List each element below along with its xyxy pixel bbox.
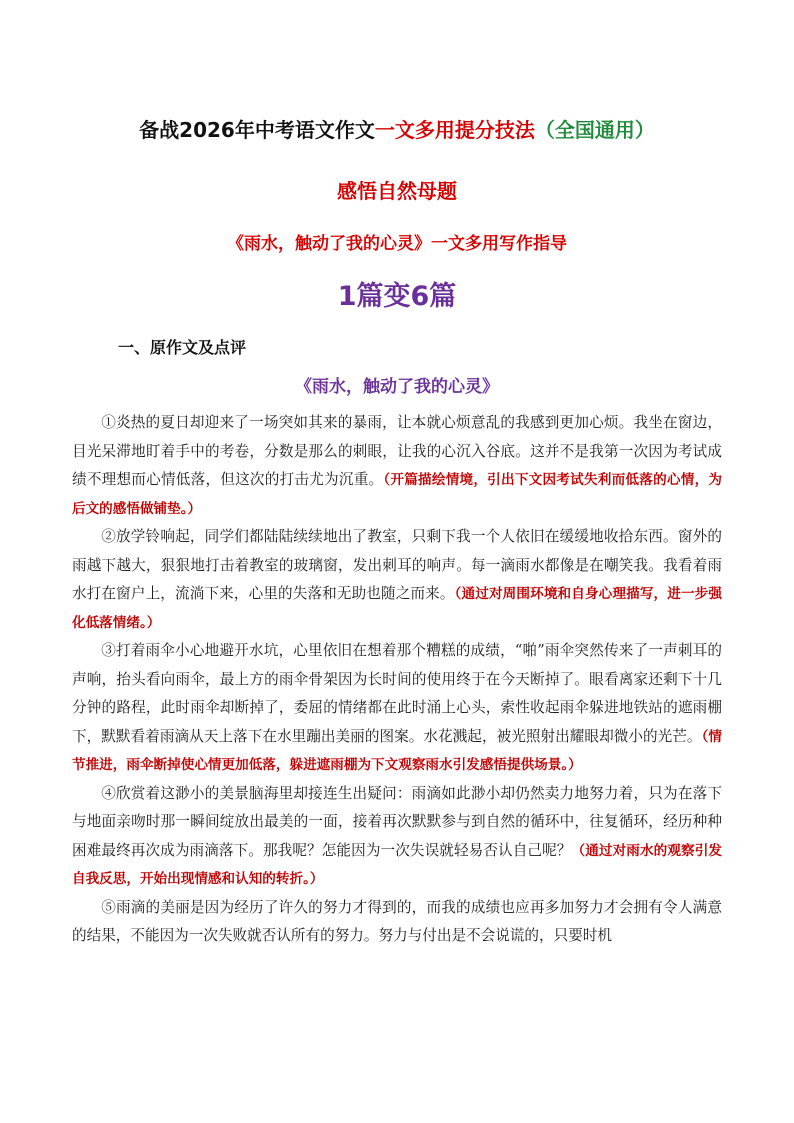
- paragraph: [72, 523, 722, 637]
- paragraph-text: ②放学铃响起，同学们都陆陆续续地出了教室，只剩下我一个人依旧在缓缓地收拾东西。窗外的雨越下越大，狠狠地打击着教室的玻璃窗，发出刺耳的响声。每一滴雨水都像是在嘲笑我。我看着雨水打在窗户上，流淌下来，心里的失落和无助也随之而来。: [72, 528, 722, 602]
- essay-body: [72, 409, 722, 951]
- paragraph-text: ④欣赏着这渺小的美景脑海里却接连生出疑问：雨滴如此渺小却仍然卖力地努力着，只为在落下与地面亲吻时那一瞬间绽放出最美的一面，接着再次默默参与到自然的循环中，往复循环，经历种种困难最终再次成为雨滴落下。那我呢？怎能因为一次失误就轻易否认自己呢？: [72, 784, 722, 859]
- title-part-red: 一文多用提分技法: [374, 118, 535, 142]
- paragraph-comment: （通过对周围环境和自身心理描写，进一步强化低落情绪。）: [72, 586, 722, 631]
- essay-title: 《雨水，触动了我的心灵》: [295, 377, 499, 397]
- paragraph-comment: （情节推进，雨伞断掉使心情更加低落，躲进遮雨棚为下文观察雨水引发感悟提供场景。）: [72, 728, 722, 773]
- paragraph-comment: （通过对雨水的观察引发自我反思，开始出现情感和认知的转折。）: [72, 842, 723, 887]
- paragraph-comment: （开篇描绘情境，引出下文因考试失利而低落的心情，为后文的感悟做铺垫。）: [72, 472, 722, 517]
- paragraph-text: ③打着雨伞小心地避开水坑，心里依旧在想着那个糟糕的成绩，“啪”雨伞突然传来了一声刺耳的声响，抬头看向雨伞，最上方的雨伞骨架因为长时间的使用终于在今天断掉了。眼看离家还剩下十几分钟的路程，此时雨伞却断掉了，委屈的情绪都在此时涌上心头，索性收起雨伞躲进地铁站的遮雨棚下，默默看着雨滴从天上落下在水里蹦出美丽的图案。水花溅起，被光照射出耀眼却微小的光芒。: [72, 642, 722, 745]
- guide-heading: 《雨水，触动了我的心灵》一文多用写作指导: [227, 234, 567, 254]
- title-part-green: （全国通用）: [534, 118, 655, 142]
- paragraph: [72, 780, 722, 894]
- big-heading: 1篇变6篇: [337, 281, 457, 312]
- theme-heading: 感悟自然母题: [337, 179, 457, 203]
- paragraph: [72, 637, 722, 780]
- paragraph: [72, 409, 722, 523]
- section-heading: 一、原作文及点评: [118, 338, 247, 357]
- paragraph: [72, 894, 722, 951]
- paragraph-text: ⑤雨滴的美丽是因为经历了许久的努力才得到的，而我的成绩也应再多加努力才会拥有令人满意的结果，不能因为一次失败就否认所有的努力。努力与付出是不会说谎的，只要时机: [72, 898, 722, 944]
- paragraph-text: ①炎热的夏日却迎来了一场突如其来的暴雨，让本就心烦意乱的我感到更加心烦。我坐在窗边，目光呆滞地盯着手中的考卷，分数是那么的刺眼，让我的心沉入谷底。这并不是我第一次因为考试成绩不理想而心情低落，但这次的打击尤为沉重。: [72, 414, 722, 488]
- document-title: [0, 114, 794, 143]
- title-part-black: 备战2026年中考语文作文: [139, 118, 375, 142]
